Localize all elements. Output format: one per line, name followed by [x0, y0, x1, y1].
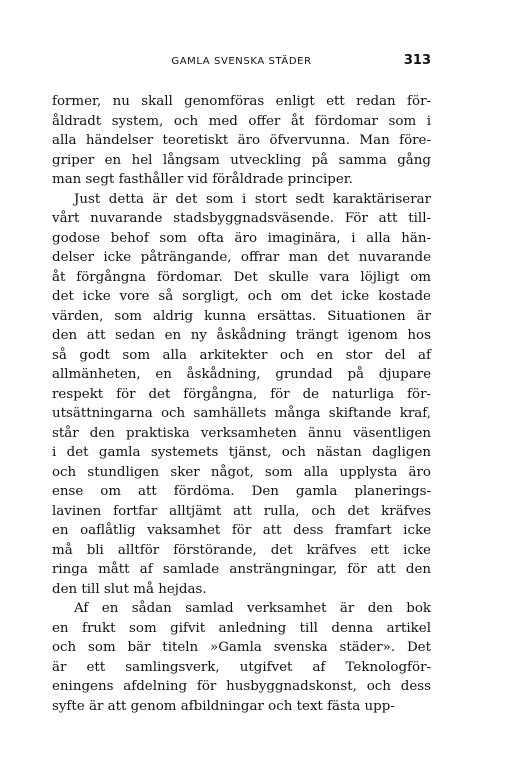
text-line: åldradt system, och med offer åt fördomar som i — [52, 113, 431, 129]
text-line: former, nu skall genomföras enligt ett redan för- — [52, 94, 431, 109]
text-line: utsättningarna och samhällets många skiftande kraf, — [52, 406, 431, 421]
text-line: ringa mått af samlade ansträngningar, för att den — [52, 562, 431, 577]
paragraph — [52, 190, 431, 600]
text-line: må bli alltför förstörande, det kräfves ett icke — [52, 542, 431, 558]
text-line: och som bär titeln »Gamla svenska städer». Det — [52, 640, 431, 655]
page-number: 313 — [403, 53, 431, 68]
text-line: åt förgångna fördomar. Det skulle vara löjligt om — [52, 269, 431, 285]
running-head — [52, 55, 431, 73]
text-line: värden, som aldrig kunna ersättas. Situationen är — [52, 308, 431, 324]
paragraph — [52, 599, 431, 716]
paragraph — [52, 92, 431, 190]
text-line: och stundligen sker något, som alla upplysta äro — [52, 464, 431, 480]
text-line: en oaflåtlig vaksamhet för att dess framfart icke — [52, 523, 431, 538]
text-line: eningens afdelning för husbyggnadskonst, och dess — [52, 679, 431, 694]
text-line: det icke vore så sorgligt, och om det icke kostade — [52, 289, 431, 304]
text-line: allmänheten, en åskådning, grundad på djupare — [52, 367, 431, 382]
text-line: den till slut må hejdas. — [52, 581, 207, 597]
running-head-title: GAMLA SVENSKA STÄDER — [171, 56, 312, 67]
text-line: den att sedan en ny åskådning trängt igenom hos — [52, 328, 431, 343]
text-line: alla händelser teoretiskt äro öfvervunna. Man före- — [52, 133, 431, 148]
body-text — [52, 92, 431, 716]
text-line: så godt som alla arkitekter och en stor del af — [52, 347, 431, 363]
text-line: respekt för det förgångna, för de naturliga för- — [52, 386, 431, 402]
text-line: lavinen fortfar alltjämt att rulla, och det kräfves — [52, 503, 431, 519]
text-line: i det gamla systemets tjänst, och nästan dagligen — [52, 445, 431, 460]
text-line: godose behof som ofta äro imaginära, i alla hän- — [52, 230, 431, 246]
text-line: står den praktiska verksamheten ännu väsentligen — [52, 425, 431, 441]
text-line: Just detta är det som i stort sedt karaktäriserar — [74, 191, 431, 207]
text-line: syfte är att genom afbildningar och text fästa upp- — [52, 698, 395, 714]
text-line: man segt fasthåller vid föråldrade principer. — [52, 172, 353, 187]
text-line: Af en sådan samlad verksamhet är den bok — [74, 601, 431, 616]
text-line: delser icke påträngande, offrar man det nuvarande — [52, 250, 431, 265]
text-line: vårt nuvarande stadsbyggnadsväsende. För att till- — [52, 211, 431, 226]
text-line: är ett samlingsverk, utgifvet af Teknologför- — [52, 659, 431, 675]
text-line: en frukt som gifvit anledning till denna artikel — [52, 620, 431, 636]
text-line: ense om att fördöma. Den gamla planerings- — [52, 484, 431, 499]
text-line: griper en hel långsam utveckling på samma gång — [52, 152, 431, 168]
